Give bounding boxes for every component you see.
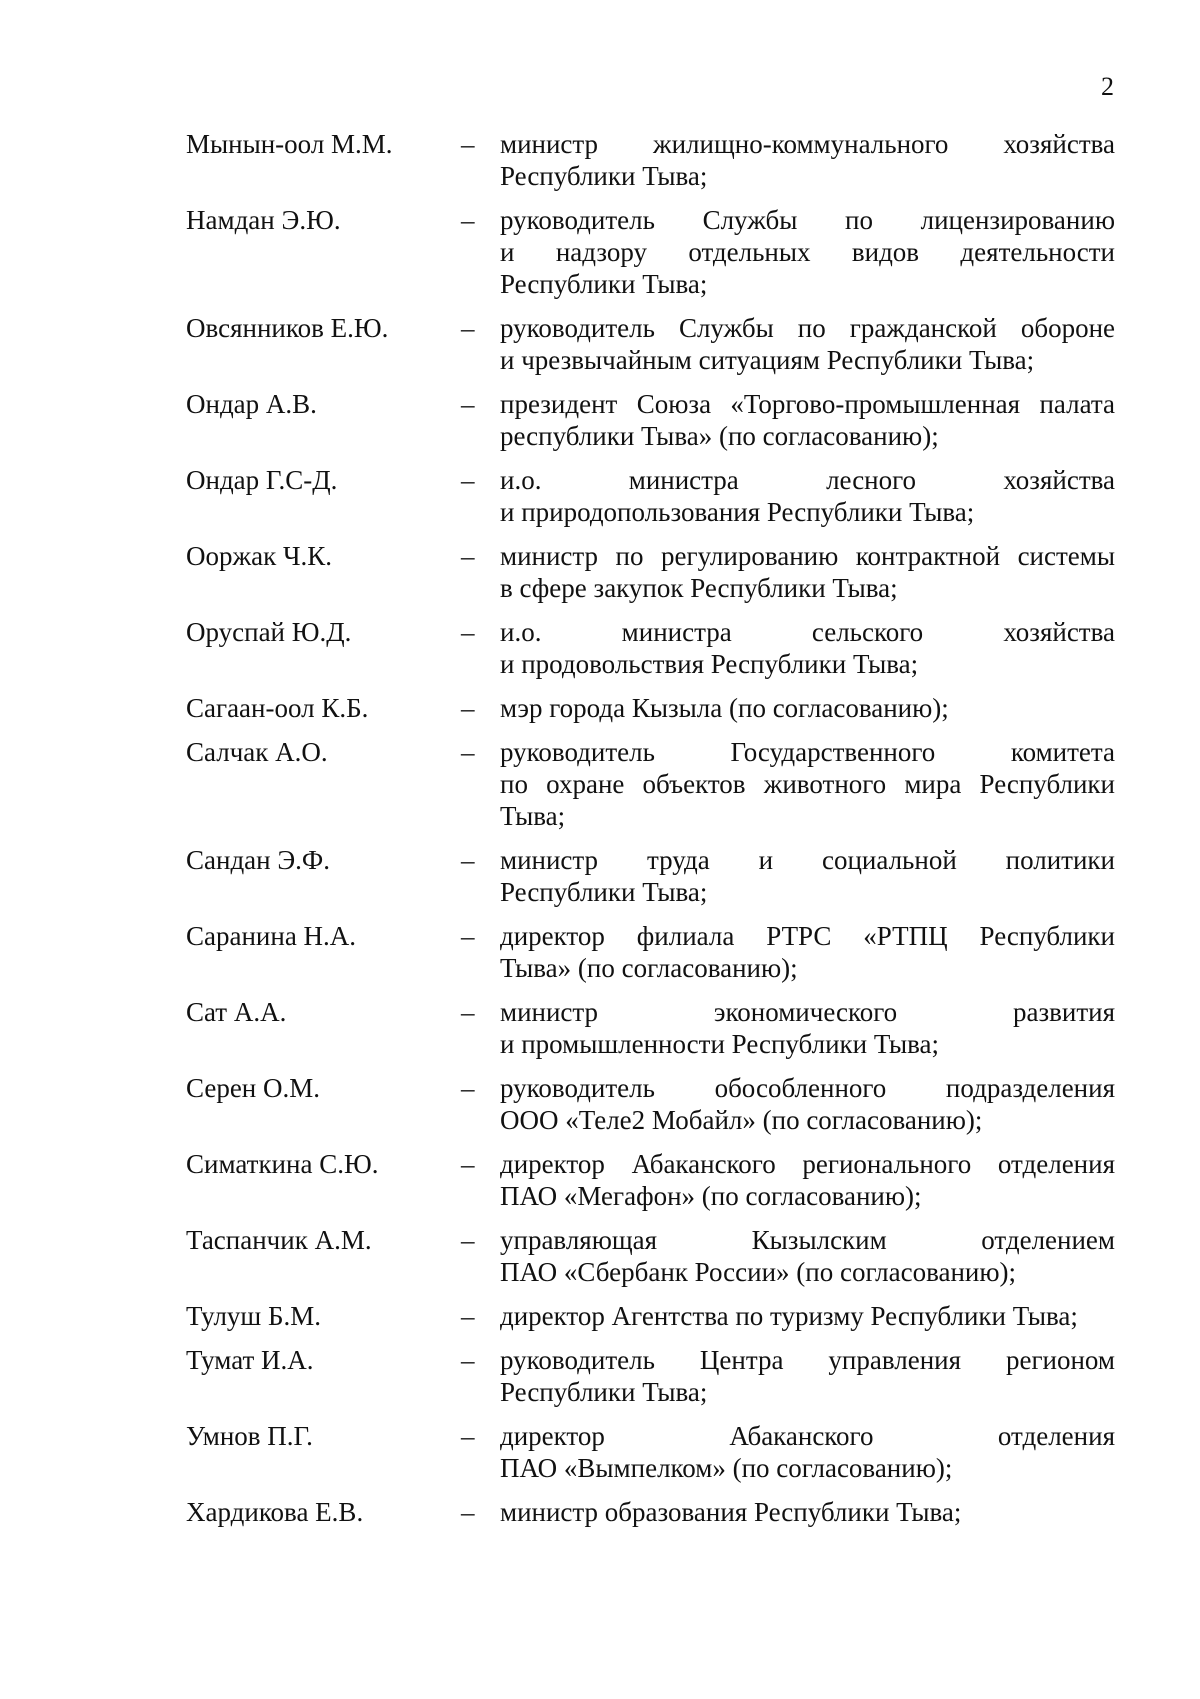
member-name: Таспанчик А.М. — [186, 1225, 372, 1255]
member-name: Сат А.А. — [186, 997, 287, 1027]
member-name: Хардикова Е.В. — [186, 1497, 364, 1527]
member-position — [500, 616, 1115, 680]
member-position — [500, 204, 1115, 300]
position-line: руководитель Центра управления регионом — [500, 1345, 1115, 1375]
position-line: управляющая Кызылским отделением — [500, 1225, 1115, 1255]
member-name: Намдан Э.Ю. — [186, 205, 341, 235]
position-line: по охране объектов животного мира Республики — [500, 769, 1115, 799]
position-line: министр жилищно-коммунального хозяйства — [500, 129, 1115, 159]
position-line: министр образования Республики Тыва; — [500, 1497, 962, 1527]
roster-entry — [186, 1148, 1116, 1212]
member-position — [500, 464, 1115, 528]
dash-separator: – — [461, 737, 475, 767]
dash-separator: – — [461, 845, 475, 875]
dash-separator: – — [461, 1149, 475, 1179]
member-position — [500, 844, 1115, 908]
position-line: Тыва» (по согласованию); — [500, 953, 798, 983]
member-position — [500, 1344, 1115, 1408]
member-position — [500, 996, 1115, 1060]
member-name: Симаткина С.Ю. — [186, 1149, 379, 1179]
dash-separator: – — [461, 921, 475, 951]
position-line: ООО «Теле2 Мобайл» (по согласованию); — [500, 1105, 983, 1135]
position-line: министр экономического развития — [500, 997, 1115, 1027]
position-line: директор Агентства по туризму Республики Тыва; — [500, 1301, 1078, 1331]
position-line: Республики Тыва; — [500, 269, 708, 299]
member-name: Серен О.М. — [186, 1073, 321, 1103]
roster-entry — [186, 312, 1116, 376]
member-name: Ондар Г.С-Д. — [186, 465, 338, 495]
position-line: руководитель обособленного подразделения — [500, 1073, 1115, 1103]
position-line: министр труда и социальной политики — [500, 845, 1115, 875]
member-name: Умнов П.Г. — [186, 1421, 313, 1451]
dash-separator: – — [461, 1301, 475, 1331]
dash-separator: – — [461, 693, 475, 723]
dash-separator: – — [461, 1345, 475, 1375]
member-position — [500, 540, 1115, 604]
roster-entry — [186, 1072, 1116, 1136]
roster-entry — [186, 464, 1116, 528]
roster-entry — [186, 388, 1116, 452]
position-line: министр по регулированию контрактной системы — [500, 541, 1115, 571]
member-name: Тумат И.А. — [186, 1345, 314, 1375]
position-line: Республики Тыва; — [500, 161, 708, 191]
roster-entry — [186, 1344, 1116, 1408]
position-line: руководитель Государственного комитета — [500, 737, 1115, 767]
member-position — [500, 128, 1115, 192]
position-line: Республики Тыва; — [500, 877, 708, 907]
roster-entry — [186, 128, 1116, 192]
position-line: и чрезвычайным ситуациям Республики Тыва; — [500, 345, 1035, 375]
member-name: Тулуш Б.М. — [186, 1301, 321, 1331]
member-name: Мынын-оол М.М. — [186, 129, 393, 159]
position-line: ПАО «Сбербанк России» (по согласованию); — [500, 1257, 1017, 1287]
dash-separator: – — [461, 997, 475, 1027]
roster-entry — [186, 540, 1116, 604]
roster-entry — [186, 616, 1116, 680]
dash-separator: – — [461, 1497, 475, 1527]
member-position — [500, 1148, 1115, 1212]
member-roster — [186, 128, 1116, 1540]
member-name: Оруспай Ю.Д. — [186, 617, 352, 647]
position-line: в сфере закупок Республики Тыва; — [500, 573, 898, 603]
dash-separator: – — [461, 313, 475, 343]
position-line: Тыва; — [500, 801, 566, 831]
position-line: президент Союза «Торгово-промышленная палата — [500, 389, 1115, 419]
member-position — [500, 1496, 1115, 1528]
roster-entry — [186, 1496, 1116, 1528]
position-line: и продовольствия Республики Тыва; — [500, 649, 919, 679]
roster-entry — [186, 1300, 1116, 1332]
position-line: Республики Тыва; — [500, 1377, 708, 1407]
member-name: Овсянников Е.Ю. — [186, 313, 389, 343]
member-position — [500, 1224, 1115, 1288]
roster-entry — [186, 844, 1116, 908]
member-name: Саранина Н.А. — [186, 921, 357, 951]
member-position — [500, 736, 1115, 832]
position-line: и.о. министра лесного хозяйства — [500, 465, 1115, 495]
roster-entry — [186, 204, 1116, 300]
position-line: руководитель Службы по гражданской обороне — [500, 313, 1115, 343]
member-name: Ондар А.В. — [186, 389, 317, 419]
dash-separator: – — [461, 129, 475, 159]
dash-separator: – — [461, 541, 475, 571]
position-line: и надзору отдельных видов деятельности — [500, 237, 1115, 267]
roster-entry — [186, 996, 1116, 1060]
position-line: ПАО «Мегафон» (по согласованию); — [500, 1181, 922, 1211]
dash-separator: – — [461, 1073, 475, 1103]
member-position — [500, 1072, 1115, 1136]
position-line: и природопользования Республики Тыва; — [500, 497, 975, 527]
roster-entry — [186, 1224, 1116, 1288]
member-name: Сандан Э.Ф. — [186, 845, 331, 875]
member-position — [500, 920, 1115, 984]
position-line: директор Абаканского регионального отделения — [500, 1149, 1115, 1179]
dash-separator: – — [461, 1421, 475, 1451]
dash-separator: – — [461, 1225, 475, 1255]
position-line: директор Абаканского отделения — [500, 1421, 1115, 1451]
dash-separator: – — [461, 389, 475, 419]
position-line: и промышленности Республики Тыва; — [500, 1029, 940, 1059]
position-line: и.о. министра сельского хозяйства — [500, 617, 1115, 647]
position-line: республики Тыва» (по согласованию); — [500, 421, 939, 451]
member-position — [500, 312, 1115, 376]
dash-separator: – — [461, 465, 475, 495]
dash-separator: – — [461, 205, 475, 235]
roster-entry — [186, 920, 1116, 984]
position-line: ПАО «Вымпелком» (по согласованию); — [500, 1453, 953, 1483]
member-name: Ооржак Ч.К. — [186, 541, 333, 571]
member-position — [500, 692, 1115, 724]
member-name: Салчак А.О. — [186, 737, 328, 767]
dash-separator: – — [461, 617, 475, 647]
member-position — [500, 388, 1115, 452]
position-line: мэр города Кызыла (по согласованию); — [500, 693, 949, 723]
position-line: директор филиала РТРС «РТПЦ Республики — [500, 921, 1115, 951]
roster-entry — [186, 736, 1116, 832]
member-position — [500, 1420, 1115, 1484]
roster-entry — [186, 692, 1116, 724]
position-line: руководитель Службы по лицензированию — [500, 205, 1115, 235]
page-number: 2 — [1101, 72, 1114, 101]
roster-entry — [186, 1420, 1116, 1484]
member-name: Сагаан-оол К.Б. — [186, 693, 369, 723]
member-position — [500, 1300, 1115, 1332]
